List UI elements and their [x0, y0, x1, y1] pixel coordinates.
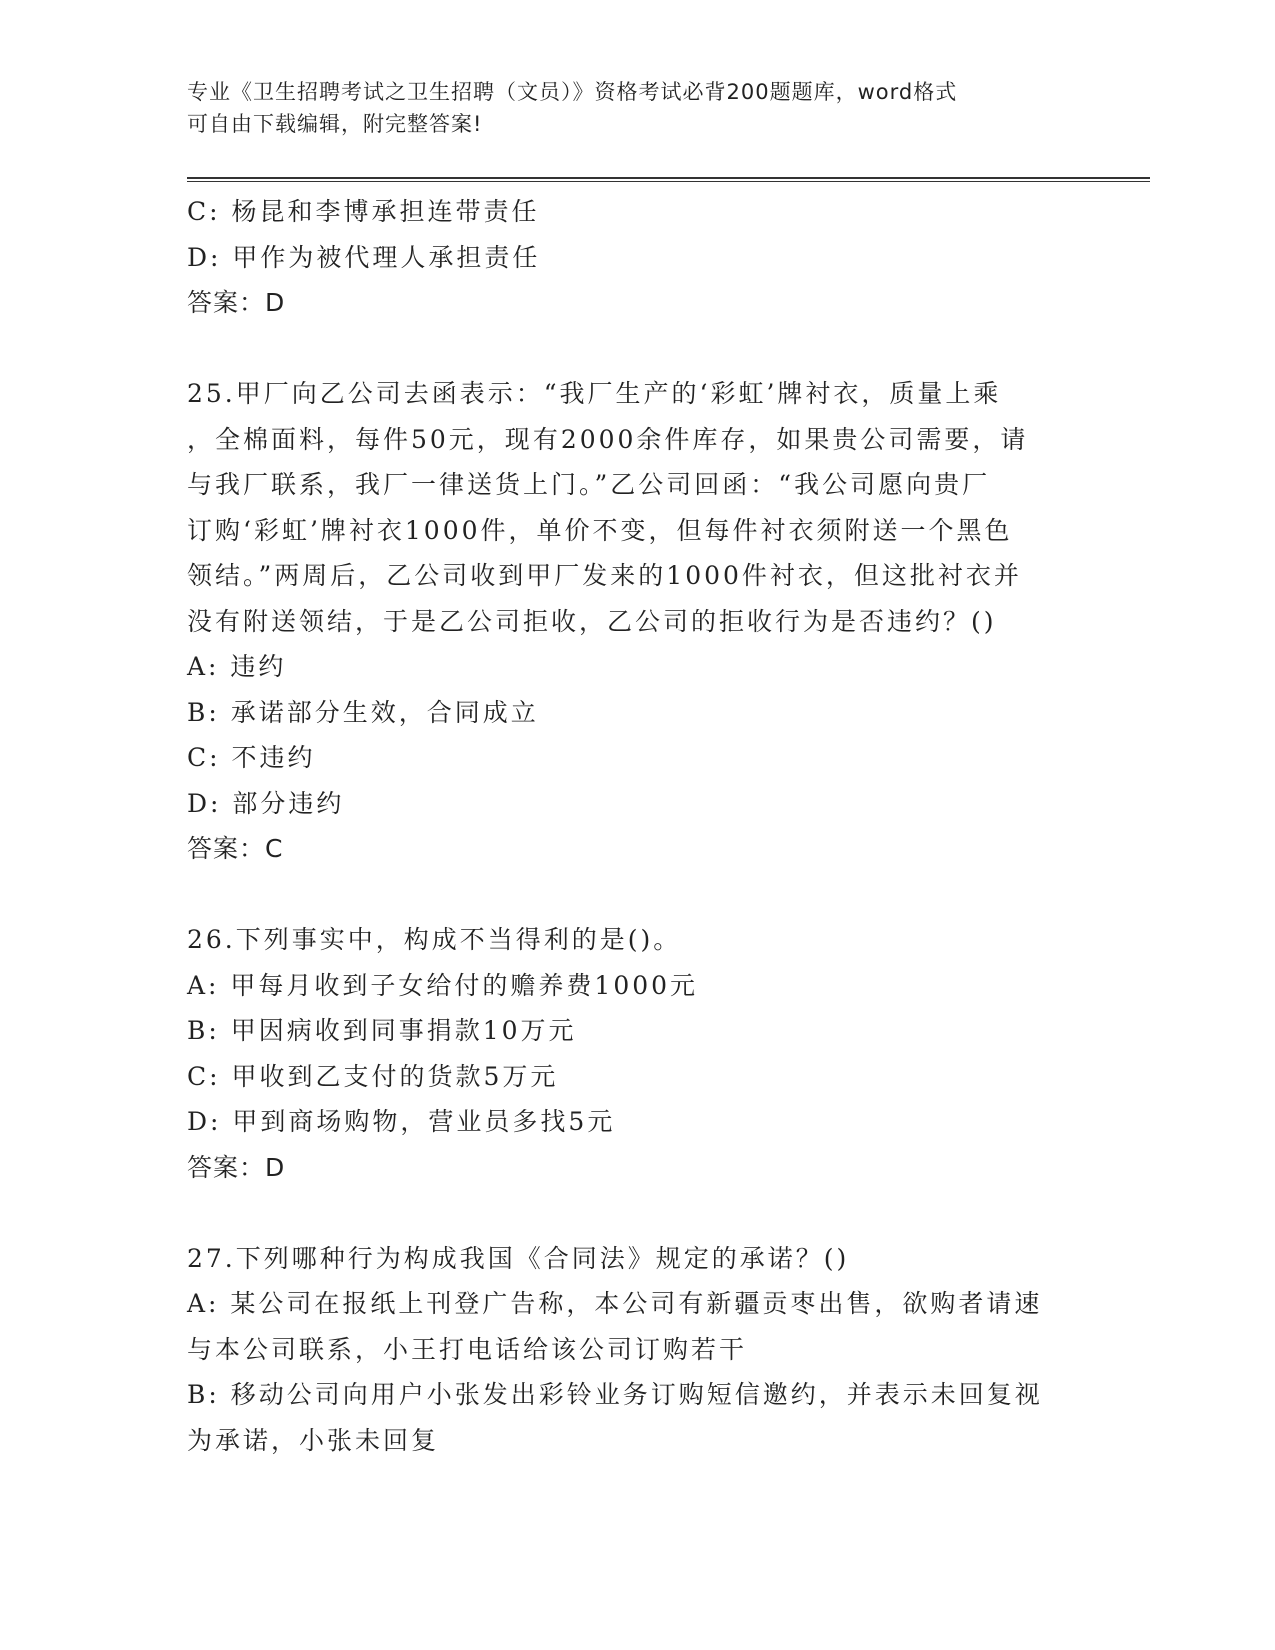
question-26 [187, 917, 1077, 1190]
option-c: C: 杨昆和李博承担连带责任 [187, 197, 540, 226]
header-divider [187, 177, 1150, 182]
option-d: D: 甲到商场购物，营业员多找5元 [187, 1107, 616, 1136]
option-d: D: 部分违约 [187, 788, 345, 818]
question-stem-line: 订购‘彩虹’牌衬衣1000件，单价不变，但每件衬衣须附送一个黑色 [187, 515, 1013, 545]
answer-line: 答案：C [187, 834, 284, 863]
option-a-continued: 与本公司联系，小王打电话给该公司订购若干 [187, 1334, 748, 1364]
option-d: D: 甲作为被代理人承担责任 [187, 242, 541, 272]
option-b: B: 移动公司向用户小张发出彩铃业务订购短信邀约，并表示未回复视 [187, 1380, 1043, 1409]
document-header [187, 76, 1067, 140]
question-stem-line: 26.下列事实中，构成不当得利的是()。 [187, 925, 682, 954]
question-stem-line: 领结。”两周后，乙公司收到甲厂发来的1000件衬衣，但这批衬衣并 [187, 561, 1022, 590]
option-b: B: 甲因病收到同事捐款10万元 [187, 1016, 577, 1045]
header-line-2: 可自由下载编辑，附完整答案! [187, 112, 483, 136]
question-stem-line: ，全棉面料，每件50元，现有2000余件库存，如果贵公司需要，请 [187, 424, 1029, 454]
document-body [187, 189, 1077, 1463]
option-b-continued: 为承诺，小张未回复 [187, 1425, 440, 1455]
question-stem-line: 没有附送领结，于是乙公司拒收，乙公司的拒收行为是否违约？() [187, 606, 997, 636]
option-a: A: 违约 [187, 652, 287, 681]
answer-line: 答案：D [187, 1152, 286, 1182]
option-c: C: 不违约 [187, 743, 316, 772]
option-c: C: 甲收到乙支付的货款5万元 [187, 1061, 559, 1091]
header-line-1: 专业《卫生招聘考试之卫生招聘（文员）》资格考试必背200题题库，word格式 [187, 80, 958, 104]
question-stem-line: 与我厂联系，我厂一律送货上门。”乙公司回函：“我公司愿向贵厂 [187, 470, 991, 499]
spacer [187, 1190, 1077, 1236]
option-b: B: 承诺部分生效，合同成立 [187, 697, 539, 727]
question-stem-line: 27.下列哪种行为构成我国《合同法》规定的承诺？() [187, 1243, 850, 1273]
question-27 [187, 1236, 1077, 1464]
spacer [187, 326, 1077, 372]
answer-line: 答案：D [187, 288, 286, 317]
question-stem-line: 25.甲厂向乙公司去函表示：“我厂生产的‘彩虹’牌衬衣，质量上乘 [187, 379, 1002, 408]
spacer [187, 872, 1077, 918]
option-a: A: 甲每月收到子女给付的赡养费1000元 [187, 970, 699, 1000]
question-25 [187, 371, 1077, 872]
question-24-tail [187, 189, 1077, 326]
option-a: A: 某公司在报纸上刊登广告称，本公司有新疆贡枣出售，欲购者请速 [187, 1289, 1043, 1318]
